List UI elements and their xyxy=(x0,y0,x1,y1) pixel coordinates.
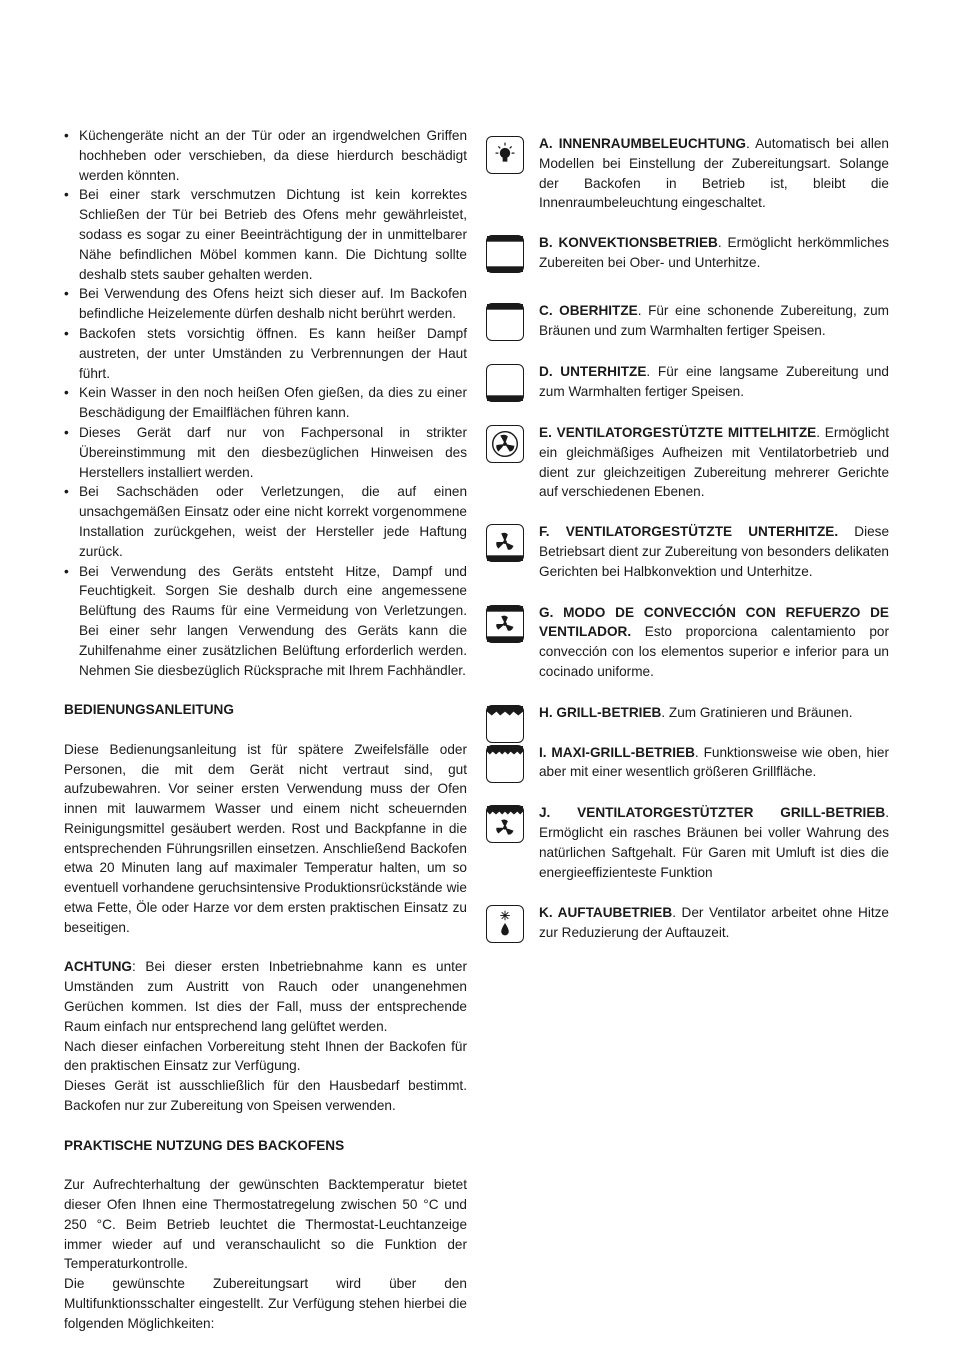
mode-text: . Funktionsweise wie oben, hier aber mit einer wesentlich größeren Grillfläche. xyxy=(539,744,890,780)
mode-item xyxy=(486,423,889,502)
mode-title: C. OBERHITZE xyxy=(539,302,638,318)
mode-text: . Zum Gratinieren und Bräunen. xyxy=(661,704,853,720)
mode-item xyxy=(486,743,889,783)
paragraph: Dieses Gerät ist ausschließlich für den Hausbedarf bestimmt. Backofen nur zur Zubereitung von Speisen verwenden. xyxy=(64,1078,467,1114)
mode-text: Esto proporciona calentamiento por convección con los elementos superior e inferior para un cocinado uniforme. xyxy=(539,624,889,679)
mode-item xyxy=(486,362,889,402)
mode-title: F. VENTILATORGESTÜTZTE UNTERHITZE. xyxy=(539,524,839,540)
mode-title: I. MAXI-GRILL-BETRIEB xyxy=(539,744,695,760)
paragraph: Diese Bedienungsanleitung ist für spätere Zweifelsfälle oder Personen, die mit dem Gerät nicht vertraut sind, gut aufzubewahren. Vor seiner ersten Verwendung muss der Ofen innen mit lauwarmem Wasser und einem nicht scheuernden Reinigungsmittel gesäubert werden. Rost und Backpfanne in die entsprechenden Führungsrillen einsetzen. Anschließend Backofen etwa 20 Minuten lang auf maximaler Temperatur halten, um so eventuell vorhandene geruchsintensive Produktionsrückstände wie etwa Fette, Öle oder Harze vor dem ersten praktischen Einsatz zu beseitigen. xyxy=(64,741,467,935)
paragraph: Die gewünschte Zubereitungsart wird über den Multifunktionsschalter eingestellt. Zur Verfügung stehen hierbei die folgenden Möglichkeiten: xyxy=(64,1276,467,1331)
defrost-icon xyxy=(486,905,524,943)
bottom-heat-icon xyxy=(486,364,524,402)
mode-title: D. UNTERHITZE xyxy=(539,364,647,380)
right-column xyxy=(486,126,889,943)
list-item: • Dieses Gerät darf nur von Fachpersonal in strikter Übereinstimmung mit den diesbezüglichen Hinweisen des Herstellers installiert werden. xyxy=(64,423,467,482)
mode-text: . Für eine schonende Zubereitung, zum Bräunen und zum Warmhalten fertiger Speisen. xyxy=(539,302,889,338)
mode-title: J. VENTILATORGESTÜTZTER GRILL-BETRIEB xyxy=(539,805,886,821)
mode-title: A. INNENRAUMBELEUCHTUNG xyxy=(539,136,746,151)
fan-grill-icon xyxy=(486,805,524,843)
fan-ring-icon xyxy=(486,425,524,463)
mode-text: . Ermöglicht ein rasches Bräunen bei voller Wahrung des natürlichen Saftgehalt. Für Garen mit Umluft ist dies die energieeffizienteste Funktion xyxy=(539,805,889,880)
section-heading: PRAKTISCHE NUTZUNG DES BACKOFENS xyxy=(64,1137,345,1153)
safety-list xyxy=(64,126,467,680)
list-item: • Bei einer stark verschmutzen Dichtung ist kein korrektes Schließen der Tür bei Betrieb des Ofens mehr gewährleistet, sodass es sogar zu einer Beeinträchtigung der in unmittelbarer Nähe befindlichen Möbel kommen kann. Die Dichtung sollte deshalb stets sauber gehalten werden. xyxy=(64,185,467,284)
mode-text: Diese Betriebsart dient zur Zubereitung von besonders delikaten Gerichten bei Halbkonvektion und Unterhitze. xyxy=(539,524,889,579)
mode-item xyxy=(486,301,889,341)
list-item: • Bei Sachschäden oder Verletzungen, die auf einen unsachgemäßen Einsatz oder eine nicht korrekt vorgenommene Installation zurückgehen, weist der Hersteller jede Haftung zurück. xyxy=(64,482,467,561)
mode-item xyxy=(486,603,889,682)
mode-text: . Ermöglicht ein gleichmäßiges Aufheizen mit Ventilatorbetrieb und dient zur gleichzeitigen Zubereitung mehrerer Gerichte auf verschiedenen Ebenen. xyxy=(539,424,889,500)
maxi-grill-icon xyxy=(486,745,524,783)
mode-item xyxy=(486,233,889,273)
list-item: • Kein Wasser in den noch heißen Ofen gießen, da dies zu einer Beschädigung der Emailflächen führen kann. xyxy=(64,383,467,423)
grill-icon xyxy=(486,705,524,743)
paragraph: Nach dieser einfachen Vorbereitung steht Ihnen der Backofen für den praktischen Einsatz zur Verfügung. xyxy=(64,1038,467,1074)
mode-text: . Für eine langsame Zubereitung und zum Warmhalten fertiger Speisen. xyxy=(539,364,889,400)
mode-item xyxy=(486,134,889,213)
list-item: • Bei Verwendung des Ofens heizt sich dieser auf. Im Backofen befindliche Heizelemente dürfen deshalb nicht berührt werden. xyxy=(64,284,467,324)
fan-bottom-heat-icon xyxy=(486,524,524,562)
warning-label: ACHTUNG xyxy=(64,959,132,975)
paragraph: Zur Aufrechterhaltung der gewünschten Backtemperatur bietet dieser Ofen Ihnen eine Thermostatregelung zwischen 50 °C und 250 °C. Beim Betrieb leuchtet die Thermostat-Leuchtanzeige immer wieder auf und veranschaulicht so die Funktion der Temperaturkontrolle. xyxy=(64,1177,467,1272)
mode-title: G. MODO DE CONVECCIÓN CON REFUERZO DE VENTILADOR. xyxy=(539,604,889,640)
mode-title: H. GRILL-BETRIEB xyxy=(539,704,662,720)
left-column xyxy=(64,126,467,1334)
list-item: • Küchengeräte nicht an der Tür oder an irgendwelchen Griffen hochheben oder verschieben, da diese hierdurch beschädigt werden könnten. xyxy=(64,126,467,185)
mode-item xyxy=(486,803,889,882)
warning-paragraph xyxy=(64,957,467,1036)
fan-top-bottom-heat-icon xyxy=(486,605,524,643)
mode-text: . Automatisch bei allen Modellen bei Einstellung der Zubereitungsart. Solange der Backofen in Betrieb ist, bleibt die Innenraumbeleuchtung eingeschaltet. xyxy=(539,136,889,211)
top-bottom-heat-icon xyxy=(486,235,524,273)
section-heading: BEDIENUNGSANLEITUNG xyxy=(64,702,234,718)
mode-text: . Ermöglicht herkömmliches Zubereiten bei Ober- und Unterhitze. xyxy=(539,235,890,270)
mode-title: E. VENTILATORGESTÜTZTE MITTELHITZE xyxy=(539,424,817,440)
top-heat-icon xyxy=(486,303,524,341)
mode-title: K. AUFTAUBETRIEB xyxy=(539,905,673,921)
lamp-icon xyxy=(486,136,524,174)
mode-text: . Der Ventilator arbeitet ohne Hitze zur Reduzierung der Auftauzeit. xyxy=(539,905,889,941)
mode-item xyxy=(486,903,889,943)
mode-title: B. KONVEKTIONSBETRIEB xyxy=(539,235,718,251)
list-item: • Bei Verwendung des Geräts entsteht Hitze, Dampf und Feuchtigkeit. Sorgen Sie deshalb durch eine angemessene Belüftung des Raums für eine Vermeidung von Verletzungen. Bei einer sehr langen Verwendung des Geräts kann die Zuhilfenahme einer zusätzlichen Belüftung erforderlich werden. Nehmen Sie diesbezüglich Rücksprache mit Ihrem Fachhändler. xyxy=(64,562,467,681)
warning-text: : Bei dieser ersten Inbetriebnahme kann es unter Umständen zum Austritt von Rauch oder unangenehmen Gerüchen kommen. Ist dies der Fall, muss der entsprechende Raum einfach nur entsprechend lang gelüftet werden. xyxy=(64,959,467,1034)
mode-item xyxy=(486,703,889,723)
list-item: • Backofen stets vorsichtig öffnen. Es kann heißer Dampf austreten, der unter Umständen zu Verbrennungen der Haut führt. xyxy=(64,324,467,383)
mode-item xyxy=(486,522,889,581)
